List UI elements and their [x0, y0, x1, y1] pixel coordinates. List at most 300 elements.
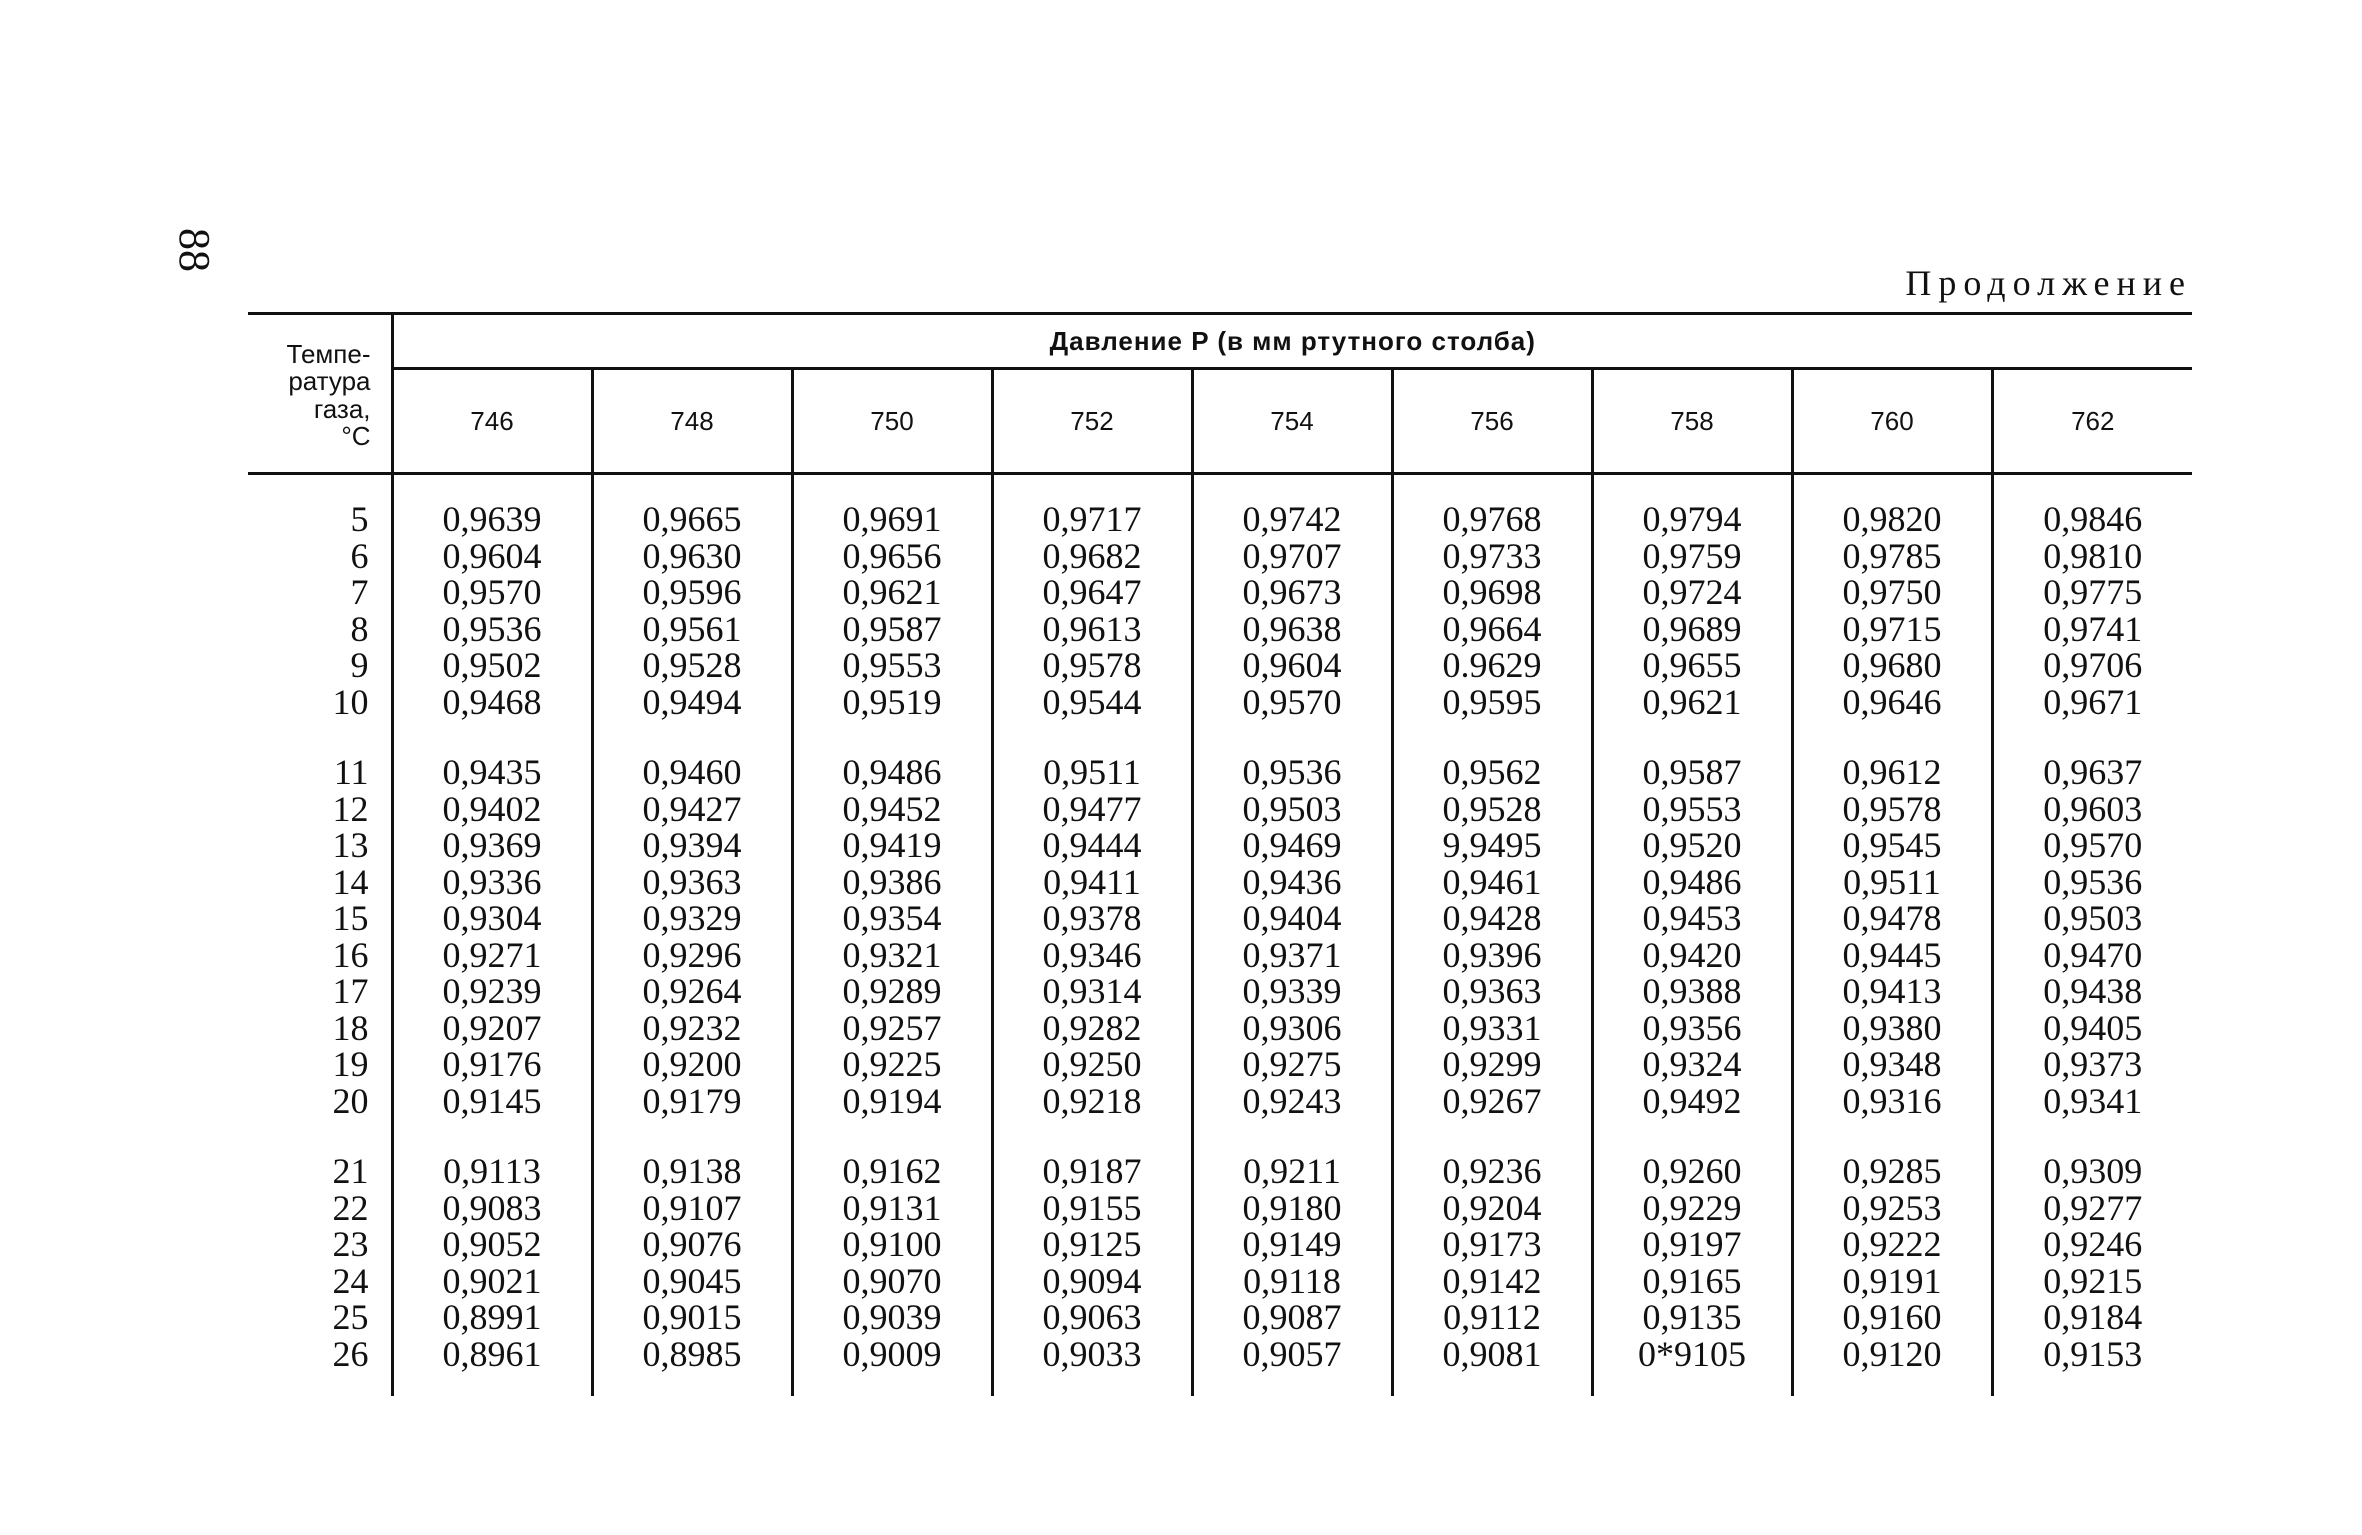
value-cell: 0,9785 — [1792, 538, 1992, 575]
value-cell: 0,9363 — [592, 864, 792, 901]
value-cell: 0,9321 — [792, 937, 992, 974]
pressure-column-header: 748 — [592, 369, 792, 474]
value-cell: 0,9411 — [992, 864, 1192, 901]
value-cell: 0,9428 — [1392, 900, 1592, 937]
value-cell: 0,9039 — [792, 1299, 992, 1336]
pressure-column-header: 758 — [1592, 369, 1792, 474]
value-cell: 0,9045 — [592, 1263, 792, 1300]
value-cell: 0,9299 — [1392, 1046, 1592, 1083]
value-cell: 0,9511 — [992, 754, 1192, 791]
value-cell: 0,9135 — [1592, 1299, 1792, 1336]
value-cell: 0,9187 — [992, 1153, 1192, 1190]
spacer-cell — [248, 474, 392, 502]
value-cell: 0,9236 — [1392, 1153, 1592, 1190]
value-cell: 0,9033 — [992, 1336, 1192, 1373]
value-cell: 0,9562 — [1392, 754, 1592, 791]
temperature-cell: 17 — [332, 971, 369, 1011]
temperature-cell: 11 — [333, 752, 369, 792]
temperature-header — [248, 314, 392, 474]
value-cell: 0,9100 — [792, 1226, 992, 1263]
value-cell: 0,9087 — [1192, 1299, 1392, 1336]
value-cell: 0.9629 — [1392, 647, 1592, 684]
continuation-label: Продолжение — [1905, 263, 2192, 303]
value-cell: 0,9194 — [792, 1083, 992, 1120]
value-cell: 0,9289 — [792, 973, 992, 1010]
value-cell: 0,9275 — [1192, 1046, 1392, 1083]
value-cell: 0,8961 — [392, 1336, 592, 1373]
spacer-cell — [392, 1372, 592, 1396]
value-cell: 0,9277 — [1992, 1190, 2192, 1227]
value-cell: 0,9329 — [592, 900, 792, 937]
spacer-cell — [592, 1372, 792, 1396]
spacer-cell — [1992, 1119, 2192, 1153]
value-cell: 0,9191 — [1792, 1263, 1992, 1300]
spacer-cell — [1792, 474, 1992, 502]
value-cell: 0,9250 — [992, 1046, 1192, 1083]
value-cell: 0,9083 — [392, 1190, 592, 1227]
value-cell: 0,9469 — [1192, 827, 1392, 864]
value-cell: 0,9232 — [592, 1010, 792, 1047]
value-cell: 0,9561 — [592, 611, 792, 648]
value-cell: 0,9267 — [1392, 1083, 1592, 1120]
value-cell: 0,9369 — [392, 827, 592, 864]
value-cell: 0,9149 — [1192, 1226, 1392, 1263]
value-cell: 0,9637 — [1992, 754, 2192, 791]
value-cell: 0,9452 — [792, 791, 992, 828]
value-cell: 0,9595 — [1392, 684, 1592, 721]
value-cell: 0,9125 — [992, 1226, 1192, 1263]
spacer-cell — [1392, 1119, 1592, 1153]
value-cell: 0,9639 — [392, 501, 592, 538]
value-cell: 0,9453 — [1592, 900, 1792, 937]
spacer-cell — [1592, 474, 1792, 502]
temperature-cell: 21 — [332, 1151, 369, 1191]
spacer-cell — [248, 1372, 392, 1396]
value-cell: 0,9682 — [992, 538, 1192, 575]
value-cell: 0,9461 — [1392, 864, 1592, 901]
value-cell: 0,9386 — [792, 864, 992, 901]
value-cell: 0,9142 — [1392, 1263, 1592, 1300]
value-cell: 0,9775 — [1992, 574, 2192, 611]
value-cell: 0,9015 — [592, 1299, 792, 1336]
spacer-cell — [1392, 720, 1592, 754]
table-row — [248, 864, 2192, 901]
value-cell: 0,9153 — [1992, 1336, 2192, 1373]
temperature-cell: 12 — [332, 788, 369, 829]
table-row — [248, 1299, 2192, 1336]
value-cell: 0,9285 — [1792, 1153, 1992, 1190]
value-cell: 0,9741 — [1992, 611, 2192, 648]
value-cell: 0,9528 — [1392, 791, 1592, 828]
value-cell: 0,9638 — [1192, 611, 1392, 648]
value-cell: 0,9444 — [992, 827, 1192, 864]
value-cell: 0,9536 — [1992, 864, 2192, 901]
value-cell: 0,9470 — [1992, 937, 2192, 974]
value-cell: 0,9162 — [792, 1153, 992, 1190]
value-cell: 0,9587 — [792, 611, 992, 648]
value-cell: 0,9477 — [992, 791, 1192, 828]
value-cell: 0,9768 — [1392, 501, 1592, 538]
value-cell: 0,9427 — [592, 791, 792, 828]
pressure-column-header: 756 — [1392, 369, 1592, 474]
value-cell: 0,9664 — [1392, 611, 1592, 648]
value-cell: 0,9373 — [1992, 1046, 2192, 1083]
pressure-column-header: 762 — [1992, 369, 2192, 474]
value-cell: 0,9604 — [1192, 647, 1392, 684]
value-cell: 0,9405 — [1992, 1010, 2192, 1047]
spacer-cell — [1192, 1119, 1392, 1153]
value-cell: 0,9578 — [1792, 791, 1992, 828]
table-row — [248, 973, 2192, 1010]
value-cell: 0,9621 — [792, 574, 992, 611]
value-cell: 0,9820 — [1792, 501, 1992, 538]
table-row — [248, 501, 2192, 538]
value-cell: 0,9131 — [792, 1190, 992, 1227]
table-row — [248, 1336, 2192, 1373]
value-cell: 0,9271 — [392, 937, 592, 974]
temperature-cell: 23 — [332, 1224, 369, 1264]
spacer-cell — [1592, 1119, 1792, 1153]
value-cell: 0,9621 — [1592, 684, 1792, 721]
spacer-cell — [1392, 1372, 1592, 1396]
spacer-cell — [392, 1119, 592, 1153]
value-cell: 0,9536 — [392, 611, 592, 648]
spacer-cell — [248, 720, 392, 754]
spacer-cell — [992, 474, 1192, 502]
value-cell: 0,9420 — [1592, 937, 1792, 974]
temperature-cell: 24 — [332, 1260, 369, 1301]
value-cell: 0,9207 — [392, 1010, 592, 1047]
spacer-cell — [1992, 720, 2192, 754]
table-row — [248, 647, 2192, 684]
value-cell: 0,9063 — [992, 1299, 1192, 1336]
value-cell: 0,9204 — [1392, 1190, 1592, 1227]
value-cell: 0,9160 — [1792, 1299, 1992, 1336]
value-cell: 0,9388 — [1592, 973, 1792, 1010]
temperature-cell: 20 — [332, 1080, 369, 1121]
value-cell: 0,9717 — [992, 501, 1192, 538]
page-number: 88 — [170, 228, 219, 272]
value-cell: 0,9081 — [1392, 1336, 1592, 1373]
value-cell: 0,9331 — [1392, 1010, 1592, 1047]
value-cell: 0,9184 — [1992, 1299, 2192, 1336]
value-cell: 0,9528 — [592, 647, 792, 684]
value-cell: 0,9404 — [1192, 900, 1392, 937]
temperature-cell: 22 — [332, 1187, 369, 1228]
value-cell: 0,9680 — [1792, 647, 1992, 684]
pressure-column-header: 750 — [792, 369, 992, 474]
value-cell: 0,9120 — [1792, 1336, 1992, 1373]
value-cell: 0,9253 — [1792, 1190, 1992, 1227]
value-cell: 0,9438 — [1992, 973, 2192, 1010]
value-cell: 0,9691 — [792, 501, 992, 538]
value-cell: 0,9304 — [392, 900, 592, 937]
value-cell: 0,9435 — [392, 754, 592, 791]
spacer-cell — [248, 1119, 392, 1153]
value-cell: 0,9671 — [1992, 684, 2192, 721]
table-row — [248, 611, 2192, 648]
table-row — [248, 791, 2192, 828]
value-cell: 0,9348 — [1792, 1046, 1992, 1083]
spacer-cell — [592, 474, 792, 502]
value-cell: 0,9113 — [392, 1153, 592, 1190]
value-cell: 0,9544 — [992, 684, 1192, 721]
value-cell: 0,9257 — [792, 1010, 992, 1047]
spacer-cell — [1192, 1372, 1392, 1396]
value-cell: 0,9371 — [1192, 937, 1392, 974]
spacer-cell — [992, 720, 1192, 754]
value-cell: 0,9655 — [1592, 647, 1792, 684]
value-cell: 0,9229 — [1592, 1190, 1792, 1227]
value-cell: 0,9165 — [1592, 1263, 1792, 1300]
value-cell: 0,9724 — [1592, 574, 1792, 611]
table-row — [248, 1226, 2192, 1263]
value-cell: 0,9225 — [792, 1046, 992, 1083]
table-row — [248, 1083, 2192, 1120]
pressure-correction-table — [248, 312, 2192, 1396]
value-cell: 0,9570 — [1192, 684, 1392, 721]
temperature-cell: 13 — [332, 825, 369, 865]
value-cell: 0,9478 — [1792, 900, 1992, 937]
value-cell: 0,9173 — [1392, 1226, 1592, 1263]
value-cell: 0,9402 — [392, 791, 592, 828]
value-cell: 0,9665 — [592, 501, 792, 538]
row-spacer — [248, 474, 2192, 502]
value-cell: 0,9759 — [1592, 538, 1792, 575]
value-cell: 0,9486 — [1592, 864, 1792, 901]
spacer-cell — [1992, 474, 2192, 502]
spacer-cell — [592, 720, 792, 754]
pressure-group-header: Давление P (в мм ртутного столба) — [392, 314, 2192, 369]
value-cell: 0,9460 — [592, 754, 792, 791]
value-cell: 0,9536 — [1192, 754, 1392, 791]
spacer-cell — [1792, 1372, 1992, 1396]
temperature-cell: 9 — [350, 645, 369, 685]
temperature-header-line: газа, — [313, 393, 371, 424]
row-spacer — [248, 1119, 2192, 1153]
value-cell: 0,9341 — [1992, 1083, 2192, 1120]
pressure-column-header: 754 — [1192, 369, 1392, 474]
value-cell: 0,9380 — [1792, 1010, 1992, 1047]
table-row — [248, 574, 2192, 611]
value-cell: 0,9260 — [1592, 1153, 1792, 1190]
value-cell: 0,9810 — [1992, 538, 2192, 575]
spacer-cell — [1992, 1372, 2192, 1396]
value-cell: 0,9180 — [1192, 1190, 1392, 1227]
temperature-header-line: ратура — [288, 366, 371, 397]
spacer-cell — [792, 474, 992, 502]
value-cell: 0,9264 — [592, 973, 792, 1010]
value-cell: 0,9211 — [1192, 1153, 1392, 1190]
temperature-cell: 5 — [350, 499, 369, 539]
value-cell: 0,8985 — [592, 1336, 792, 1373]
value-cell: 0,9282 — [992, 1010, 1192, 1047]
pressure-column-header: 760 — [1792, 369, 1992, 474]
value-cell: 0,9094 — [992, 1263, 1192, 1300]
temperature-cell: 10 — [332, 681, 369, 722]
temperature-cell: 26 — [332, 1333, 369, 1374]
value-cell: 0,9218 — [992, 1083, 1192, 1120]
value-cell: 0,9750 — [1792, 574, 1992, 611]
spacer-cell — [1192, 474, 1392, 502]
value-cell: 0,9009 — [792, 1336, 992, 1373]
temperature-cell: 6 — [350, 535, 369, 576]
pressure-header-row — [248, 369, 2192, 474]
table-row — [248, 684, 2192, 721]
value-cell: 0,9445 — [1792, 937, 1992, 974]
table-row — [248, 1190, 2192, 1227]
value-cell: 0,9647 — [992, 574, 1192, 611]
value-cell: 0,9612 — [1792, 754, 1992, 791]
spacer-cell — [592, 1119, 792, 1153]
value-cell: 0,9545 — [1792, 827, 1992, 864]
value-cell: 0,9553 — [792, 647, 992, 684]
temperature-cell: 8 — [350, 608, 369, 649]
value-cell: 0,8991 — [392, 1299, 592, 1336]
value-cell: 0,9646 — [1792, 684, 1992, 721]
value-cell: 0,9486 — [792, 754, 992, 791]
value-cell: 0,9363 — [1392, 973, 1592, 1010]
value-cell: 0,9309 — [1992, 1153, 2192, 1190]
value-cell: 0,9246 — [1992, 1226, 2192, 1263]
value-cell: 0,9492 — [1592, 1083, 1792, 1120]
row-spacer — [248, 720, 2192, 754]
spacer-cell — [1792, 1119, 1992, 1153]
temperature-cell: 7 — [350, 572, 369, 612]
value-cell: 0,9596 — [592, 574, 792, 611]
value-cell: 0,9176 — [392, 1046, 592, 1083]
value-cell: 0,9494 — [592, 684, 792, 721]
value-cell: 9,9495 — [1392, 827, 1592, 864]
value-cell: 0,9570 — [392, 574, 592, 611]
value-cell: 0,9603 — [1992, 791, 2192, 828]
value-cell: 0,9316 — [1792, 1083, 1992, 1120]
value-cell: 0,9118 — [1192, 1263, 1392, 1300]
value-cell: 0,9336 — [392, 864, 592, 901]
value-cell: 0,9706 — [1992, 647, 2192, 684]
value-cell: 0,9076 — [592, 1226, 792, 1263]
pressure-column-header: 746 — [392, 369, 592, 474]
temperature-header-line: °С — [341, 420, 371, 451]
value-cell: 0,9070 — [792, 1263, 992, 1300]
value-cell: 0,9502 — [392, 647, 592, 684]
spacer-cell — [992, 1119, 1192, 1153]
value-cell: 0,9197 — [1592, 1226, 1792, 1263]
value-cell: 0,9155 — [992, 1190, 1192, 1227]
value-cell: 0,9733 — [1392, 538, 1592, 575]
value-cell: 0,9436 — [1192, 864, 1392, 901]
table-row — [248, 1046, 2192, 1083]
value-cell: 0,9314 — [992, 973, 1192, 1010]
temperature-cell: 25 — [332, 1297, 369, 1337]
value-cell: 0,9145 — [392, 1083, 592, 1120]
value-cell: 0,9846 — [1992, 501, 2192, 538]
correction-table-container — [248, 312, 2192, 1396]
spacer-cell — [1392, 474, 1592, 502]
row-spacer — [248, 1372, 2192, 1396]
table-body — [248, 474, 2192, 1397]
value-cell: 0,9200 — [592, 1046, 792, 1083]
table-row — [248, 1263, 2192, 1300]
value-cell: 0,9673 — [1192, 574, 1392, 611]
table-header — [248, 314, 2192, 474]
value-cell: 0,9520 — [1592, 827, 1792, 864]
temperature-cell: 18 — [332, 1007, 369, 1048]
table-row — [248, 1010, 2192, 1047]
value-cell: 0,9511 — [1792, 864, 1992, 901]
value-cell: 0,9578 — [992, 647, 1192, 684]
value-cell: 0,9324 — [1592, 1046, 1792, 1083]
value-cell: 0,9356 — [1592, 1010, 1792, 1047]
value-cell: 0,9306 — [1192, 1010, 1392, 1047]
spacer-cell — [1592, 1372, 1792, 1396]
spacer-cell — [1792, 720, 1992, 754]
value-cell: 0,9630 — [592, 538, 792, 575]
value-cell: 0,9794 — [1592, 501, 1792, 538]
value-cell: 0,9396 — [1392, 937, 1592, 974]
value-cell: 0,9215 — [1992, 1263, 2192, 1300]
temperature-cell: 15 — [332, 898, 369, 938]
value-cell: 0,9519 — [792, 684, 992, 721]
value-cell: 0,9689 — [1592, 611, 1792, 648]
value-cell: 0,9613 — [992, 611, 1192, 648]
value-cell: 0,9503 — [1992, 900, 2192, 937]
value-cell: 0*9105 — [1592, 1336, 1792, 1373]
value-cell: 0,9021 — [392, 1263, 592, 1300]
value-cell: 0,9394 — [592, 827, 792, 864]
spacer-cell — [392, 474, 592, 502]
value-cell: 0,9604 — [392, 538, 592, 575]
value-cell: 0,9656 — [792, 538, 992, 575]
table-row — [248, 900, 2192, 937]
temperature-header-line: Темпе- — [286, 339, 371, 369]
temperature-cell: 19 — [332, 1044, 369, 1084]
value-cell: 0,9419 — [792, 827, 992, 864]
value-cell: 0,9570 — [1992, 827, 2192, 864]
value-cell: 0,9587 — [1592, 754, 1792, 791]
spacer-cell — [1192, 720, 1392, 754]
spacer-cell — [792, 1372, 992, 1396]
pressure-column-header: 752 — [992, 369, 1192, 474]
value-cell: 0,9112 — [1392, 1299, 1592, 1336]
spacer-cell — [1592, 720, 1792, 754]
table-row — [248, 937, 2192, 974]
value-cell: 0,9052 — [392, 1226, 592, 1263]
value-cell: 0,9503 — [1192, 791, 1392, 828]
value-cell: 0,9742 — [1192, 501, 1392, 538]
spacer-cell — [792, 1119, 992, 1153]
spacer-cell — [792, 720, 992, 754]
temperature-cell: 14 — [332, 861, 369, 902]
value-cell: 0,9339 — [1192, 973, 1392, 1010]
value-cell: 0,9057 — [1192, 1336, 1392, 1373]
value-cell: 0,9243 — [1192, 1083, 1392, 1120]
table-row — [248, 538, 2192, 575]
spacer-cell — [992, 1372, 1192, 1396]
value-cell: 0,9378 — [992, 900, 1192, 937]
value-cell: 0,9239 — [392, 973, 592, 1010]
value-cell: 0,9346 — [992, 937, 1192, 974]
spacer-cell — [392, 720, 592, 754]
table-row — [248, 754, 2192, 791]
value-cell: 0,9179 — [592, 1083, 792, 1120]
value-cell: 0,9698 — [1392, 574, 1592, 611]
value-cell: 0,9707 — [1192, 538, 1392, 575]
value-cell: 0,9715 — [1792, 611, 1992, 648]
table-row — [248, 1153, 2192, 1190]
value-cell: 0,9138 — [592, 1153, 792, 1190]
value-cell: 0,9468 — [392, 684, 592, 721]
